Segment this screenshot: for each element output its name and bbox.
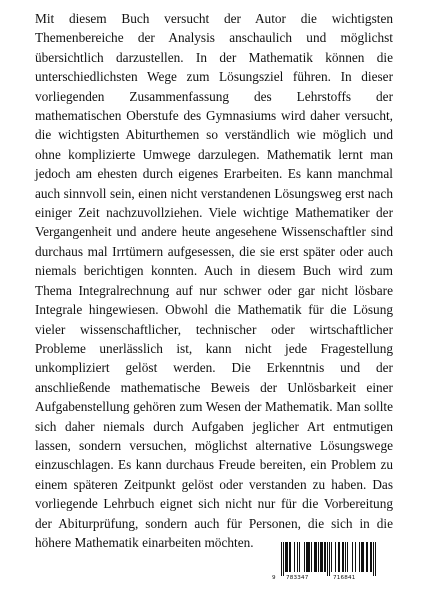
- barcode-bar: [327, 542, 328, 576]
- barcode-bar: [352, 542, 353, 572]
- barcode-bar: [367, 542, 368, 572]
- barcode-bar: [361, 542, 362, 572]
- barcode-bar: [314, 542, 315, 572]
- barcode-bar: [311, 542, 312, 572]
- barcode-right-group: 716841: [333, 575, 356, 581]
- barcode-bar: [335, 542, 336, 572]
- barcode-bar: [320, 542, 321, 572]
- barcode-bar: [339, 542, 340, 572]
- barcode-bar: [290, 542, 291, 572]
- barcode-bar: [309, 542, 310, 572]
- barcode-bar: [289, 542, 290, 572]
- barcode-bar: [287, 542, 288, 572]
- barcode-left-group: 783347: [286, 575, 309, 581]
- barcode-bar: [283, 542, 284, 576]
- barcode-bar: [297, 542, 298, 572]
- barcode-bar: [322, 542, 323, 572]
- barcode-bar: [359, 542, 360, 572]
- barcode-bar: [308, 542, 309, 572]
- barcode-bar: [355, 542, 356, 572]
- barcode-bar: [329, 542, 330, 576]
- barcode-bar: [325, 542, 326, 572]
- barcode-bar: [315, 542, 316, 572]
- barcode-bar: [366, 542, 367, 572]
- barcode-bar: [304, 542, 305, 572]
- barcode-bar: [373, 542, 374, 576]
- barcode-bar: [342, 542, 343, 572]
- barcode-bar: [331, 542, 332, 572]
- barcode-bar: [316, 542, 317, 572]
- barcode-bar: [371, 542, 372, 572]
- blurb-text: Mit diesem Buch versucht der Autor die wichtigsten Themenbereiche der Analysis anschaulich und möglichst übersichtlich darzustellen. In der Mathematik können die unterschiedlichsten Wege zum Lösungsziel führen. In dieser vorliegenden Zusammenfassung des Lehrstoffs der mathematischen Oberstufe des Gymnasiums wird daher versucht, die wichtigsten Abiturthemen so verständlich wie möglich und ohne komplizierte Umwege darzulegen. Mathematik lernt man jedoch am ehesten durch eigenes Erarbeiten. Es kann manchmal auch sinnvoll sein, einen nicht verstandenen Lösungsweg erst nach einiger Zeit nachzuvollziehen. Viele wichtige Mathematiker der Vergangenheit und andere heute angesehene Wissenschaftler sind durchaus mal Irrtümern aufgesessen, die sie erst später oder auch niemals berichtigen konnten. Auch in diesem Buch wird zum Thema Integralrechnung auf nur schwer oder gar nicht lösbare Integrale hingewiesen. Obwohl die Mathematik für die Lösung vieler wissenschaftlicher, technischer oder wirtschaftlicher Probleme unerlässlich ist, kann nicht jede Fragestellung unkompliziert gelöst werden. Die Erkenntnis und der anschließende mathematische Beweis der Unlösbarkeit einer Aufgabenstellung gehören zum Wesen der Mathematik. Man sollte sich daher niemals durch Aufgaben jeglicher Art entmutigen lassen, sondern versuchen, möglichst alternative Lösungswege einzuschlagen. Es kann durchaus Freude bereiten, ein Problem zu einem späteren Zeitpunkt gelöst oder verstanden zu haben. Das vorliegende Lehrbuch eignet sich nicht nur für die Vorbereitung der Abiturprüfung, sondern auch für Personen, die sich in die höhere Mathematik einarbeiten möchten.: [35, 11, 393, 550]
- barcode-bar: [307, 542, 308, 572]
- barcode-bar: [343, 542, 344, 572]
- barcode-bar: [324, 542, 325, 572]
- barcode-bar: [285, 542, 286, 572]
- barcode-bars: [271, 540, 389, 576]
- barcode-bar: [363, 542, 364, 572]
- barcode-bar: [338, 542, 339, 572]
- barcode-bar: [321, 542, 322, 572]
- barcode-first-digit: 9: [272, 575, 276, 581]
- barcode-bar: [370, 542, 371, 572]
- barcode-bar: [362, 542, 363, 572]
- barcode-bar: [306, 542, 307, 572]
- barcode-bar: [345, 542, 346, 572]
- barcode-bar: [299, 542, 300, 572]
- barcode-bar: [347, 542, 348, 572]
- barcode-bar: [375, 542, 376, 576]
- barcode-bar: [294, 542, 295, 572]
- barcode-bar: [281, 542, 282, 576]
- isbn-barcode: [271, 540, 389, 586]
- barcode-bar: [318, 542, 319, 572]
- barcode-bar: [286, 542, 287, 572]
